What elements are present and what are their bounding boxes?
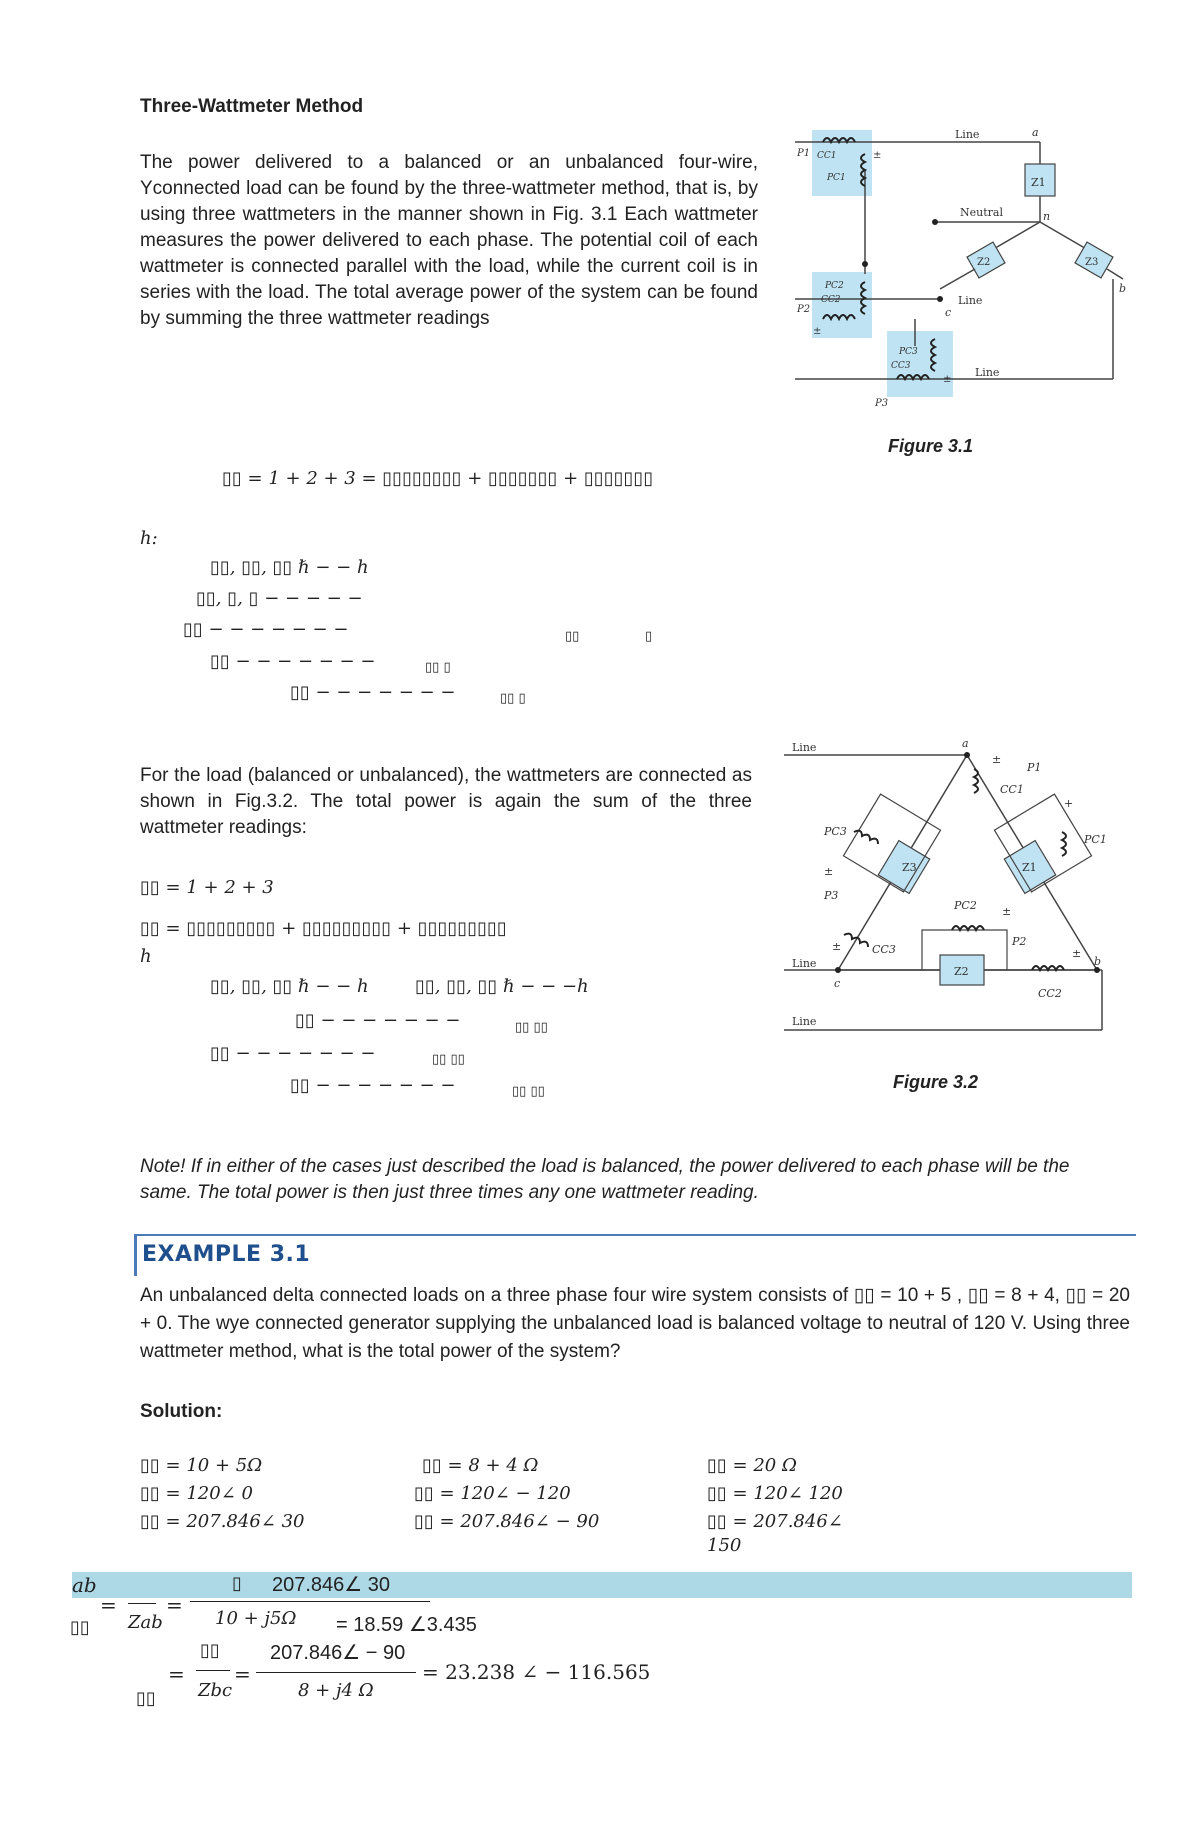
svg-text:PC1: PC1	[827, 173, 846, 183]
delta-line-4: ▯▯ − − − − − − −	[210, 1043, 376, 1064]
calc-1-num-box: ▯	[232, 1573, 242, 1594]
example-problem: An unbalanced delta connected loads on a three phase four wire system consists of ▯▯ = 10 + 5 , ▯▯ = 8 + 4, ▯▯ = 20 + 0. The wye connected generator supplying the unbalanced load is balanced voltage to neutral of 120 V. Using three wattmeter method, what is the total power of the system?	[140, 1285, 1130, 1362]
given-vca-wrap: 150	[707, 1535, 742, 1556]
given-vab: ▯▯ = 207.846∠ 30	[140, 1511, 305, 1532]
svg-text:CC1: CC1	[817, 151, 837, 161]
svg-text:c: c	[945, 306, 952, 319]
svg-text:Z3: Z3	[902, 861, 917, 874]
svg-text:a: a	[962, 737, 969, 750]
section-title: Three-Wattmeter Method	[140, 96, 364, 117]
svg-text:Neutral: Neutral	[960, 206, 1003, 219]
calc-1-result: = 18.59 ∠3.435	[336, 1614, 477, 1636]
svg-text:±: ±	[873, 150, 882, 161]
wye-mark-1: ▯▯	[565, 629, 580, 644]
calc-2-mid-num: ▯▯	[200, 1640, 220, 1661]
calc-1-fraction-line	[190, 1601, 430, 1602]
svg-text:n: n	[1043, 210, 1051, 223]
calc-2-equals: =	[168, 1662, 185, 1686]
calc-1-equals: =	[100, 1593, 117, 1617]
given-van: ▯▯ = 120∠ 0	[140, 1483, 253, 1504]
calc-1-numerator: 207.846∠ 30	[272, 1574, 391, 1596]
example-title: EXAMPLE 3.1	[142, 1242, 311, 1267]
given-zca: ▯▯ = 20 Ω	[707, 1455, 797, 1476]
svg-text:Z1: Z1	[1031, 176, 1046, 189]
svg-text:PC2: PC2	[954, 899, 977, 912]
example-left-rule	[134, 1234, 137, 1276]
calc-1-highlight	[72, 1572, 1132, 1598]
delta-line-3: ▯▯ − − − − − − −	[295, 1010, 461, 1031]
calc-1-denominator: 10 + j5Ω	[215, 1608, 297, 1629]
given-vbn: ▯▯ = 120∠ − 120	[414, 1483, 571, 1504]
wye-line-1: ▯▯, ▯▯, ▯▯ ℏ − − ℎ	[210, 557, 369, 578]
svg-text:P3: P3	[875, 398, 889, 409]
given-zab: ▯▯ = 10 + 5Ω	[140, 1455, 263, 1476]
calc-1-equals-2: =	[166, 1593, 183, 1617]
svg-text:±: ±	[1002, 905, 1012, 918]
delta-paragraph: For the load (balanced or unbalanced), the wattmeters are connected as shown in Fig.3.2. The total power is again the sum of the three wattmeter readings:	[140, 765, 752, 838]
svg-text:b: b	[1119, 282, 1127, 295]
where-label-2: ℎ	[140, 946, 152, 967]
calc-2-lhs-bottom: ▯▯	[136, 1688, 156, 1709]
svg-text:CC3: CC3	[891, 361, 911, 371]
wye-line-2: ▯▯, ▯, ▯ − − − − −	[196, 588, 363, 609]
equation-wye-total: ▯▯ = 1 + 2 + 3 = ▯▯▯▯▯▯▯▯ + ▯▯▯▯▯▯▯ + ▯▯▯▯▯▯▯	[222, 468, 654, 489]
note-paragraph: Note! If in either of the cases just described the load is balanced, the power delivered to each phase will be the same. The total power is then just three times any one wattmeter reading.	[140, 1156, 1070, 1203]
svg-text:Z2: Z2	[977, 257, 991, 268]
calc-2-numerator: 207.846∠ − 90	[270, 1642, 406, 1664]
svg-text:+: +	[1064, 797, 1074, 810]
equation-delta-sum: ▯▯ = 1 + 2 + 3	[140, 877, 274, 898]
calc-1-mid-den: Zab	[128, 1612, 163, 1633]
svg-text:±: ±	[1072, 947, 1082, 960]
equation-delta-total: ▯▯ = ▯▯▯▯▯▯▯▯▯ + ▯▯▯▯▯▯▯▯▯ + ▯▯▯▯▯▯▯▯▯	[140, 918, 507, 939]
wye-line-5: ▯▯ − − − − − − −	[290, 682, 456, 703]
calc-2-mid-line	[196, 1670, 230, 1671]
svg-text:Line: Line	[792, 957, 817, 970]
calc-1-lhs-top: ab	[72, 1573, 97, 1597]
example-top-rule	[134, 1234, 1136, 1236]
svg-text:a: a	[1032, 126, 1039, 139]
delta-line-5: ▯▯ − − − − − − −	[290, 1075, 456, 1096]
wye-mark-4: ▯▯ ▯	[500, 691, 526, 706]
svg-text:CC1: CC1	[1000, 783, 1024, 796]
svg-text:CC3: CC3	[872, 943, 896, 956]
svg-text:P1: P1	[1027, 761, 1042, 774]
svg-text:Z1: Z1	[1022, 861, 1037, 874]
svg-text:P2: P2	[797, 304, 811, 315]
svg-text:Z2: Z2	[954, 965, 969, 978]
svg-text:±: ±	[943, 374, 952, 385]
svg-text:±: ±	[832, 940, 842, 953]
delta-mark-2: ▯▯ ▯▯	[432, 1052, 465, 1067]
svg-text:Line: Line	[792, 1015, 817, 1028]
calc-2-mid-den: Zbc	[198, 1680, 233, 1701]
svg-text:P3: P3	[824, 889, 839, 902]
solution-label: Solution:	[140, 1401, 223, 1422]
wye-mark-3: ▯▯ ▯	[425, 660, 451, 675]
given-zbc: ▯▯ = 8 + 4 Ω	[422, 1455, 539, 1476]
svg-text:Line: Line	[955, 128, 980, 141]
figure-3-2-delta-wattmeters	[782, 735, 1107, 1030]
svg-text:CC2: CC2	[1038, 987, 1062, 1000]
svg-text:Line: Line	[975, 366, 1000, 379]
svg-text:PC3: PC3	[824, 825, 847, 838]
figure-3-1-caption: Figure 3.1	[888, 436, 974, 456]
calc-2-fraction-line	[256, 1672, 416, 1673]
svg-text:±: ±	[813, 326, 822, 337]
svg-text:PC3: PC3	[899, 347, 918, 357]
calc-2-denominator: 8 + j4 Ω	[298, 1680, 374, 1701]
svg-text:Line: Line	[792, 741, 817, 754]
given-vca: ▯▯ = 207.846∠	[707, 1511, 843, 1532]
given-vcn: ▯▯ = 120∠ 120	[707, 1483, 843, 1504]
delta-mark-1: ▯▯ ▯▯	[515, 1020, 548, 1035]
delta-line-1: ▯▯, ▯▯, ▯▯ ℏ − − ℎ	[210, 976, 369, 997]
svg-text:±: ±	[824, 865, 834, 878]
where-label: ℎ:	[140, 528, 158, 549]
calc-1-mid-line	[128, 1603, 156, 1604]
delta-line-2: ▯▯, ▯▯, ▯▯ ℏ − − −ℎ	[415, 976, 589, 997]
svg-text:P1: P1	[797, 148, 811, 159]
figure-3-2-caption: Figure 3.2	[893, 1072, 979, 1092]
svg-text:PC1: PC1	[1084, 833, 1107, 846]
svg-text:Z3: Z3	[1085, 257, 1099, 268]
calc-2-result: = 23.238 ∠ − 116.565	[422, 1660, 651, 1684]
wye-line-4: ▯▯ − − − − − − −	[210, 651, 376, 672]
wye-mark-2: ▯	[645, 629, 653, 644]
given-vbc: ▯▯ = 207.846∠ − 90	[414, 1511, 600, 1532]
svg-text:b: b	[1094, 955, 1102, 968]
svg-text:CC2: CC2	[821, 295, 841, 305]
intro-paragraph: The power delivered to a balanced or an unbalanced four-wire, Yconnected load can be found by the three-wattmeter method, that is, by using three wattmeters in the manner shown in Fig. 3.1 Each wattmeter measures the power delivered to each phase. The potential coil of each wattmeter is connected parallel with the load, while the current coil is in series with the load. The total average power of the system can be found by summing the three wattmeter readings	[140, 152, 758, 329]
svg-text:Line: Line	[958, 294, 983, 307]
calc-1-lhs-bottom: ▯▯	[70, 1617, 90, 1638]
figure-3-1-wye-wattmeters	[795, 124, 1130, 409]
svg-text:±: ±	[992, 753, 1002, 766]
svg-text:P2: P2	[1012, 935, 1027, 948]
svg-text:PC2: PC2	[825, 281, 844, 291]
calc-2-equals-2: =	[234, 1662, 251, 1686]
wye-line-3: ▯▯ − − − − − − −	[183, 619, 349, 640]
delta-mark-3: ▯▯ ▯▯	[512, 1084, 545, 1099]
svg-text:c: c	[834, 977, 841, 990]
